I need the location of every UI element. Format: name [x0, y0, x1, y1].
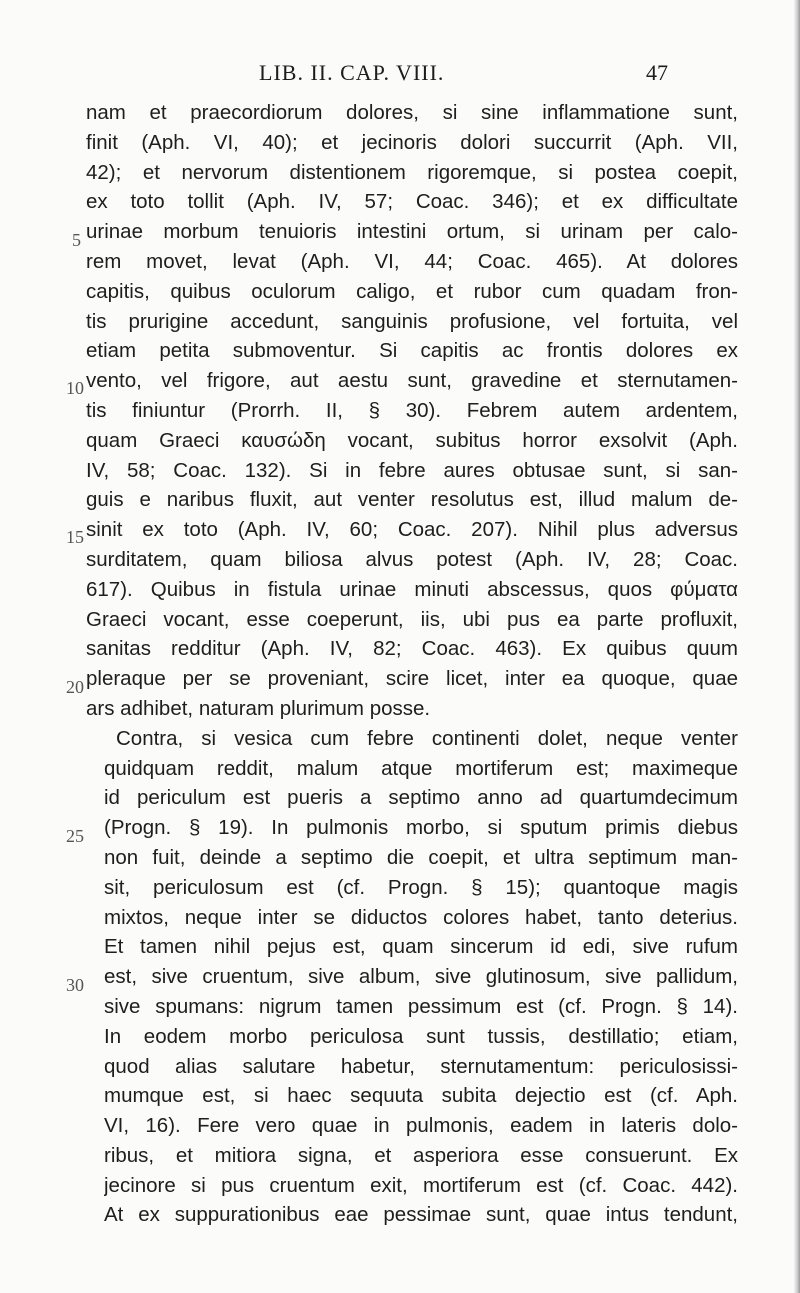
text-line: sit, periculosum est (cf. Progn. § 15); quantoque magis [104, 875, 738, 899]
text-line: etiam petita submoventur. Si capitis ac frontis dolores ex [86, 339, 738, 363]
margin-line-number: 20 [66, 677, 84, 697]
text-line: 617). Quibus in fistula urinae minuti abscessus, quos φύματα [86, 577, 738, 601]
text-line: surditatem, quam biliosa alvus potest (Aph. IV, 28; Coac. [86, 547, 738, 571]
text-line: id periculum est pueris a septimo anno ad quartumdecimum [104, 786, 738, 810]
text-line: urinae morbum tenuioris intestini ortum, si urinam per calo- [86, 220, 738, 244]
running-head [0, 60, 800, 90]
body-text [86, 98, 738, 1230]
text-line: quod alias salutare habetur, sternutamentum: periculosissi- [104, 1054, 738, 1078]
page-edge-shadow [793, 0, 800, 1293]
text-line: Et tamen nihil pejus est, quam sincerum id edi, sive rufum [104, 935, 738, 959]
paragraph-start-line: Contra, si vesica cum febre continenti dolet, neque venter [116, 726, 738, 750]
text-line: VI, 16). Fere vero quae in pulmonis, eadem in lateris dolo- [104, 1114, 738, 1138]
text-line: sinit ex toto (Aph. IV, 60; Coac. 207). Nihil plus adversus [86, 518, 738, 542]
margin-line-number: 25 [66, 826, 84, 846]
margin-line-number: 30 [66, 975, 84, 995]
text-line: est, sive cruentum, sive album, sive glutinosum, sive pallidum, [104, 965, 738, 989]
text-line: 42); et nervorum distentionem rigoremque, si postea coepit, [86, 160, 738, 184]
text-line: non fuit, deinde a septimo die coepit, et ultra septimum man- [104, 845, 738, 869]
text-line: nam et praecordiorum dolores, si sine inflammatione sunt, [86, 101, 738, 124]
text-line: capitis, quibus oculorum caligo, et rubor cum quadam fron- [86, 279, 738, 303]
text-line: mumque est, si haec sequuta subita dejectio est (cf. Aph. [104, 1084, 738, 1108]
text-line: guis e naribus fluxit, aut venter resolutus est, illud malum de- [86, 488, 738, 512]
text-line: mixtos, neque inter se diductos colores habet, tanto deterius. [104, 905, 738, 929]
text-line: pleraque per se proveniant, scire licet, inter ea quoque, quae [86, 667, 738, 691]
text-line: IV, 58; Coac. 132). Si in febre aures obtusae sunt, si san- [86, 458, 738, 482]
text-line: Graeci vocant, esse coeperunt, iis, ubi pus ea parte profluxit, [86, 607, 738, 631]
text-line: rem movet, levat (Aph. VI, 44; Coac. 465). At dolores [86, 249, 738, 273]
margin-line-number: 15 [66, 527, 84, 547]
running-title: LIB. II. CAP. VIII. [259, 60, 445, 85]
margin-line-number: 10 [66, 378, 84, 398]
text-line: quam Graeci καυσώδη vocant, subitus horror exsolvit (Aph. [86, 428, 738, 452]
text-line: tis prurigine accedunt, sanguinis profusione, vel fortuita, vel [86, 309, 738, 333]
text-line: tis finiuntur (Prorrh. II, § 30). Febrem autem ardentem, [86, 398, 738, 422]
text-line: quidquam reddit, malum atque mortiferum est; maximeque [104, 756, 738, 780]
margin-line-number: 5 [72, 230, 81, 250]
paragraph-end-line: ars adhibet, naturam plurimum posse. [86, 696, 431, 720]
text-line: ex toto tollit (Aph. IV, 57; Coac. 346); et ex difficultate [86, 190, 738, 214]
text-line: vento, vel frigore, aut aestu sunt, gravedine et sternutamen- [86, 369, 738, 393]
text-line: (Progn. § 19). In pulmonis morbo, si sputum primis diebus [104, 816, 738, 840]
text-line: ribus, et mitiora signa, et asperiora esse consuerunt. Ex [104, 1143, 738, 1167]
text-line: At ex suppurationibus eae pessimae sunt, quae intus tendunt, [104, 1203, 738, 1227]
text-line: jecinore si pus cruentum exit, mortiferum est (cf. Coac. 442). [104, 1173, 738, 1197]
text-line: finit (Aph. VI, 40); et jecinoris dolori succurrit (Aph. VII, [86, 130, 738, 154]
text-line: In eodem morbo periculosa sunt tussis, destillatio; etiam, [104, 1024, 738, 1048]
text-line: sanitas redditur (Aph. IV, 82; Coac. 463). Ex quibus quum [86, 637, 738, 661]
page-number: 47 [646, 60, 668, 85]
text-line: sive spumans: nigrum tamen pessimum est (cf. Progn. § 14). [104, 994, 738, 1018]
